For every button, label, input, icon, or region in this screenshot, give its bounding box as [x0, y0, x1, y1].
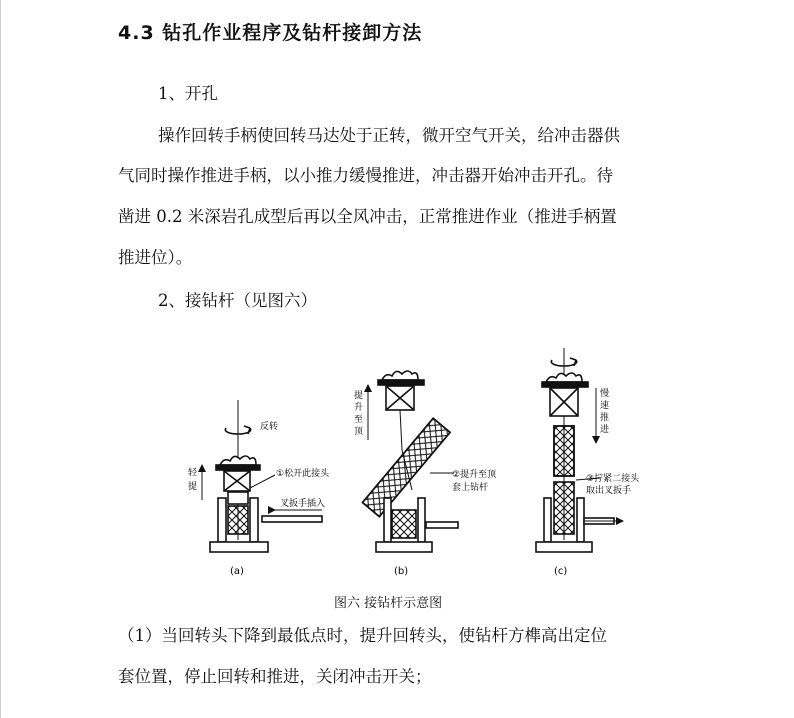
lift-label-b-3: 至 [354, 415, 364, 425]
diagram-label-a: (a) [230, 566, 244, 577]
step-label-c-1: ③拧紧二接头 [586, 474, 640, 484]
paragraph-line: 推进位）。 [118, 248, 193, 267]
step-label-a: ①松开此接头 [276, 469, 330, 479]
push-label-c-1: 慢 [600, 389, 610, 399]
section-heading: 4.3 钻孔作业程序及钻杆接卸方法 [118, 22, 423, 44]
push-label-c-2: 速 [600, 401, 610, 411]
lift-label-b-1: 提 [354, 391, 364, 401]
connect-drill-rod-figure [180, 340, 650, 590]
diagram-b [362, 371, 458, 552]
push-label-c-4: 进 [600, 425, 610, 435]
paragraph-line: 操作回转手柄使回转马达处于正转，微开空气开关，给冲击器供 [158, 126, 620, 145]
lift-label-a-1: 轻 [188, 468, 198, 478]
diagram-label-b: (b) [394, 566, 409, 577]
step-label-b-1: ②提升至顶 [452, 470, 497, 480]
push-label-c-3: 推 [600, 413, 610, 423]
step-label-b-2: 套上钻杆 [452, 483, 489, 493]
subsection-title-open-hole: 1、开孔 [158, 84, 218, 103]
paragraph-line: 套位置，停止回转和推进，关闭冲击开关； [118, 667, 432, 686]
step-label-c-2: 取出叉扳手 [586, 486, 632, 496]
wrench-label-a: 叉扳手插入 [280, 499, 326, 509]
figure-caption: 图六 接钻杆示意图 [334, 596, 443, 611]
diagram-label-c: (c) [554, 566, 568, 577]
diagram-c [536, 348, 620, 552]
rotate-label-a: 反转 [260, 422, 279, 432]
paragraph-line: （1）当回转头下降到最低点时，提升回转头，使钻杆方榫高出定位 [118, 626, 607, 645]
page-margin-line [0, 0, 1, 718]
lift-label-b-2: 升 [354, 403, 364, 413]
paragraph-line: 凿进 0.2 米深岩孔成型后再以全风冲击，正常推进作业（推进手柄置 [118, 207, 617, 226]
lift-label-b-4: 顶 [354, 427, 364, 437]
subsection-title-connect-rod: 2、接钻杆（见图六） [158, 291, 317, 310]
paragraph-line: 气同时操作推进手柄，以小推力缓慢推进，冲击器开始冲击开孔。待 [118, 166, 613, 185]
lift-label-a-2: 提 [188, 482, 198, 492]
